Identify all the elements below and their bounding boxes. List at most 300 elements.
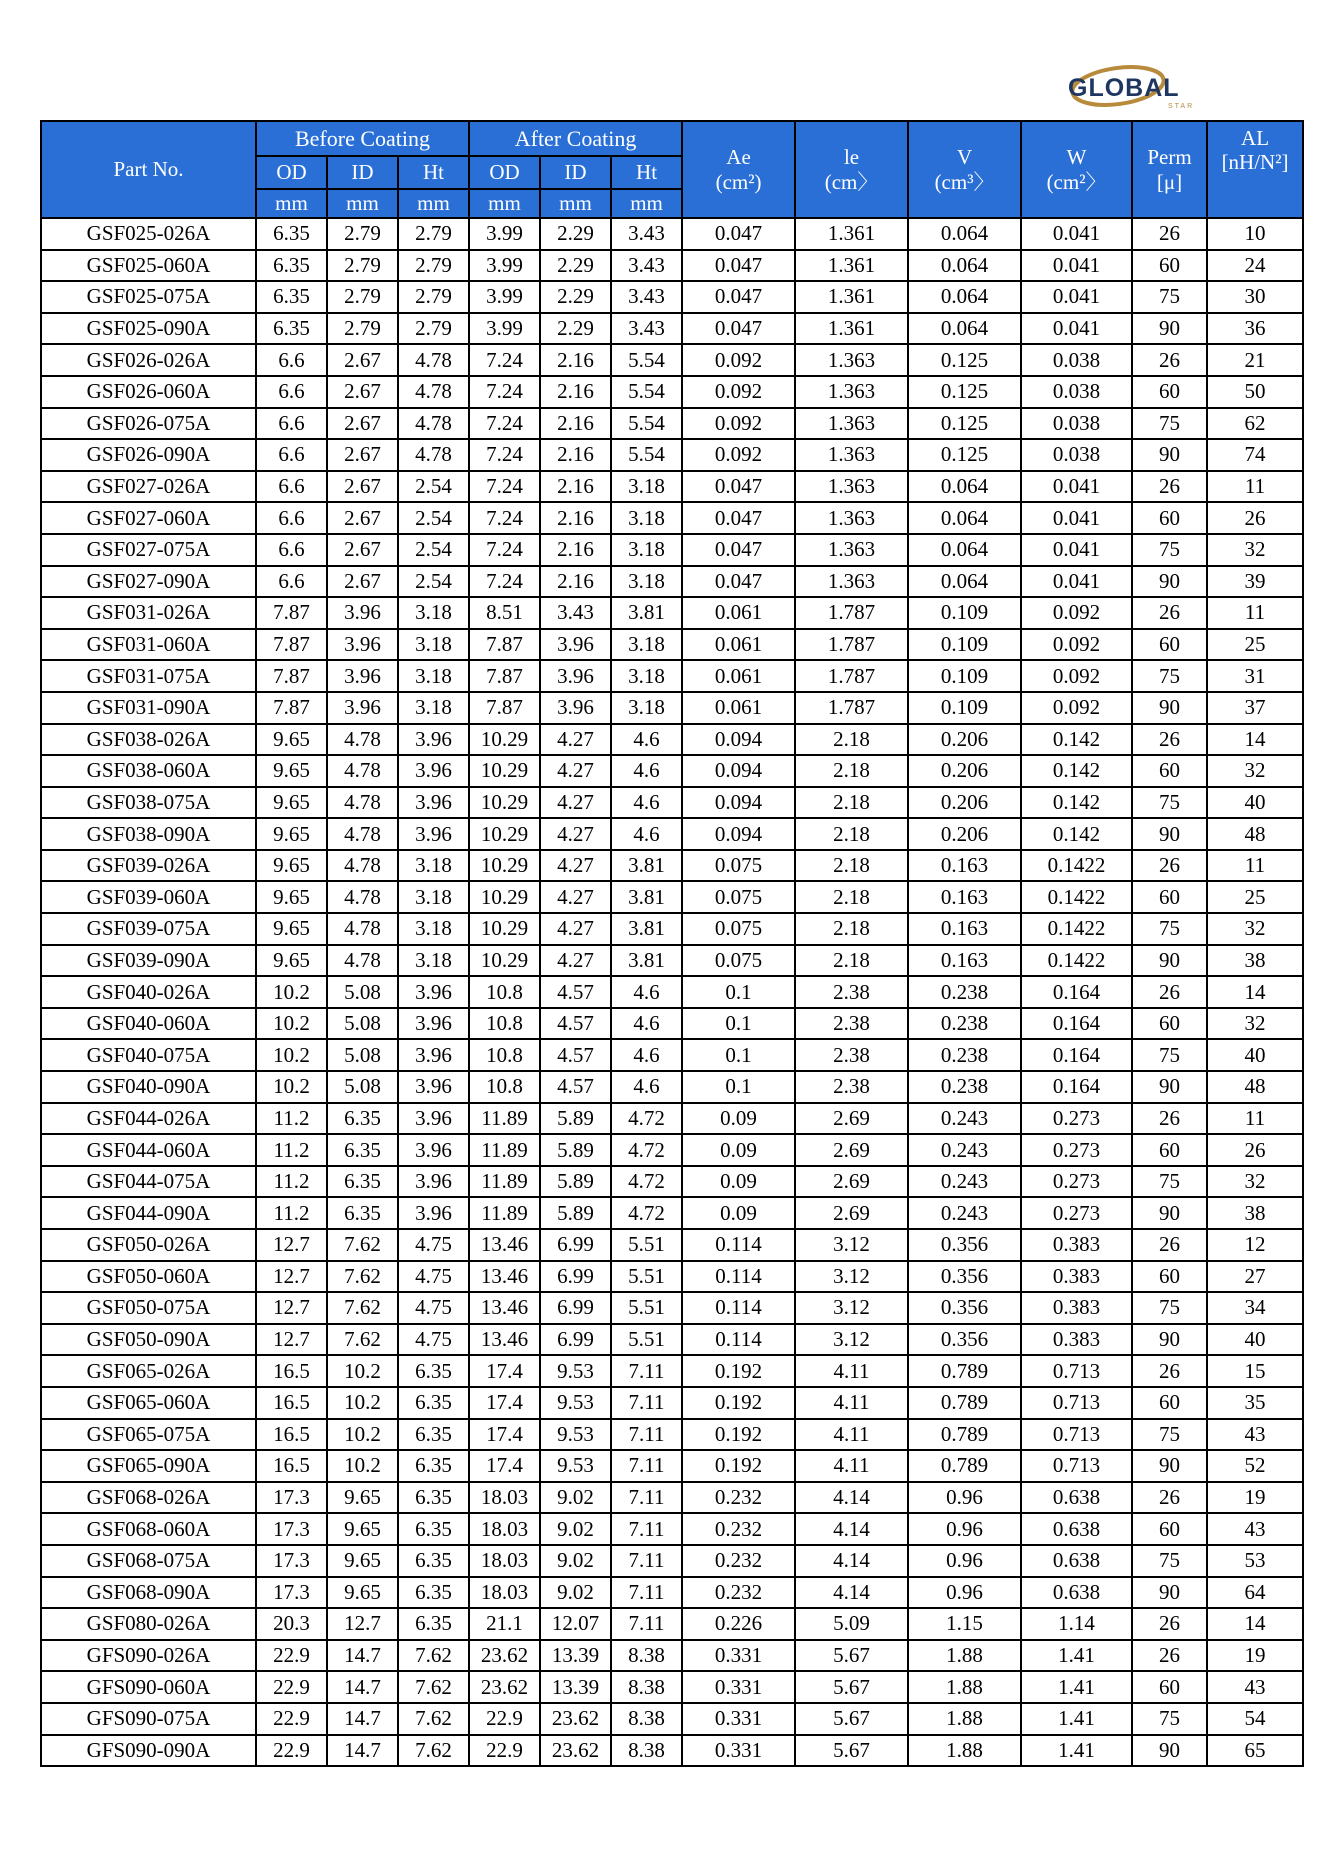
cell-part-no: GSF040-090A	[41, 1071, 256, 1103]
cell-al: 43	[1207, 1671, 1303, 1703]
cell-ae: 0.114	[682, 1324, 795, 1356]
cell-ae: 0.114	[682, 1261, 795, 1293]
table-row	[41, 976, 1303, 1008]
cell-ae: 0.232	[682, 1577, 795, 1609]
cell-part-no: GSF044-060A	[41, 1134, 256, 1166]
cell-before-od: 17.3	[256, 1577, 327, 1609]
cell-perm: 75	[1132, 1166, 1207, 1198]
cell-perm: 75	[1132, 1039, 1207, 1071]
cell-before-od: 9.65	[256, 913, 327, 945]
cell-w: 0.164	[1021, 1071, 1132, 1103]
cell-w: 0.713	[1021, 1355, 1132, 1387]
table-row	[41, 1103, 1303, 1135]
cell-w: 0.038	[1021, 376, 1132, 408]
cell-v: 1.88	[908, 1735, 1021, 1767]
table-row	[41, 1039, 1303, 1071]
w-unit: (cm²〉	[1046, 169, 1107, 194]
cell-after-id: 23.62	[540, 1703, 611, 1735]
cell-al: 38	[1207, 1197, 1303, 1229]
cell-v: 0.125	[908, 376, 1021, 408]
col-before-ht: Ht	[398, 156, 469, 189]
table-row	[41, 1324, 1303, 1356]
cell-after-ht: 5.51	[611, 1261, 682, 1293]
table-row	[41, 376, 1303, 408]
cell-perm: 26	[1132, 1608, 1207, 1640]
header-row-1	[41, 121, 1303, 156]
cell-before-id: 4.78	[327, 913, 398, 945]
cell-v: 0.163	[908, 913, 1021, 945]
cell-al: 26	[1207, 1134, 1303, 1166]
cell-before-id: 10.2	[327, 1419, 398, 1451]
cell-ae: 0.192	[682, 1450, 795, 1482]
cell-le: 2.18	[795, 945, 908, 977]
cell-v: 0.064	[908, 534, 1021, 566]
cell-after-id: 4.57	[540, 1008, 611, 1040]
cell-before-id: 2.67	[327, 344, 398, 376]
cell-after-od: 17.4	[469, 1355, 540, 1387]
cell-al: 15	[1207, 1355, 1303, 1387]
cell-after-id: 2.16	[540, 502, 611, 534]
cell-after-od: 7.24	[469, 408, 540, 440]
cell-before-od: 6.35	[256, 313, 327, 345]
cell-v: 1.15	[908, 1608, 1021, 1640]
cell-after-id: 4.27	[540, 881, 611, 913]
cell-le: 1.363	[795, 376, 908, 408]
cell-before-od: 7.87	[256, 629, 327, 661]
cell-before-id: 14.7	[327, 1703, 398, 1735]
cell-v: 0.243	[908, 1134, 1021, 1166]
cell-v: 0.96	[908, 1545, 1021, 1577]
cell-ae: 0.094	[682, 787, 795, 819]
cell-before-od: 12.7	[256, 1292, 327, 1324]
table-row	[41, 1071, 1303, 1103]
cell-before-id: 9.65	[327, 1513, 398, 1545]
cell-before-ht: 3.18	[398, 597, 469, 629]
cell-after-od: 11.89	[469, 1134, 540, 1166]
cell-before-ht: 3.18	[398, 850, 469, 882]
table-row	[41, 850, 1303, 882]
cell-before-ht: 2.54	[398, 502, 469, 534]
cell-v: 0.064	[908, 250, 1021, 282]
cell-part-no: GSF027-060A	[41, 502, 256, 534]
cell-before-ht: 3.96	[398, 755, 469, 787]
cell-perm: 90	[1132, 1197, 1207, 1229]
table-row	[41, 534, 1303, 566]
cell-le: 2.18	[795, 850, 908, 882]
table-row	[41, 1450, 1303, 1482]
cell-part-no: GSF026-075A	[41, 408, 256, 440]
cell-after-id: 4.27	[540, 850, 611, 882]
col-after-ht: Ht	[611, 156, 682, 189]
cell-before-ht: 7.62	[398, 1671, 469, 1703]
logo-wordmark: GLOBAL	[1068, 74, 1180, 102]
cell-after-od: 10.8	[469, 1039, 540, 1071]
cell-after-ht: 4.72	[611, 1197, 682, 1229]
cell-before-id: 4.78	[327, 881, 398, 913]
cell-part-no: GSF038-026A	[41, 724, 256, 756]
cell-w: 0.038	[1021, 408, 1132, 440]
cell-al: 32	[1207, 1166, 1303, 1198]
cell-part-no: GSF038-090A	[41, 818, 256, 850]
unit-mm: mm	[469, 189, 540, 218]
unit-mm: mm	[540, 189, 611, 218]
cell-w: 0.273	[1021, 1197, 1132, 1229]
cell-v: 0.238	[908, 1071, 1021, 1103]
cell-before-ht: 3.18	[398, 881, 469, 913]
cell-v: 0.206	[908, 755, 1021, 787]
cell-before-ht: 4.78	[398, 344, 469, 376]
table-row	[41, 881, 1303, 913]
cell-part-no: GSF026-090A	[41, 439, 256, 471]
cell-after-id: 4.27	[540, 787, 611, 819]
cell-before-ht: 4.78	[398, 439, 469, 471]
table-row	[41, 597, 1303, 629]
cell-after-id: 4.27	[540, 818, 611, 850]
cell-part-no: GSF044-026A	[41, 1103, 256, 1135]
cell-al: 32	[1207, 1008, 1303, 1040]
table-row	[41, 566, 1303, 598]
cell-al: 10	[1207, 218, 1303, 250]
cell-le: 3.12	[795, 1292, 908, 1324]
cell-before-ht: 6.35	[398, 1450, 469, 1482]
table-row	[41, 1513, 1303, 1545]
cell-before-ht: 3.96	[398, 1008, 469, 1040]
cell-ae: 0.09	[682, 1134, 795, 1166]
cell-al: 53	[1207, 1545, 1303, 1577]
cell-v: 0.789	[908, 1419, 1021, 1451]
group-after-coating: After Coating	[469, 121, 682, 156]
cell-v: 0.789	[908, 1355, 1021, 1387]
cell-after-od: 7.24	[469, 534, 540, 566]
cell-after-ht: 3.43	[611, 250, 682, 282]
table-row	[41, 218, 1303, 250]
cell-after-od: 17.4	[469, 1387, 540, 1419]
cell-before-id: 9.65	[327, 1545, 398, 1577]
cell-al: 25	[1207, 881, 1303, 913]
cell-before-od: 10.2	[256, 1008, 327, 1040]
cell-part-no: GSF068-026A	[41, 1482, 256, 1514]
cell-v: 0.125	[908, 408, 1021, 440]
col-w	[1021, 121, 1132, 218]
cell-perm: 26	[1132, 1640, 1207, 1672]
cell-part-no: GSF044-090A	[41, 1197, 256, 1229]
cell-after-od: 18.03	[469, 1482, 540, 1514]
cell-perm: 60	[1132, 629, 1207, 661]
cell-after-ht: 4.6	[611, 1071, 682, 1103]
cell-after-ht: 3.18	[611, 629, 682, 661]
cell-before-ht: 6.35	[398, 1608, 469, 1640]
cell-after-id: 9.02	[540, 1482, 611, 1514]
cell-before-od: 6.6	[256, 534, 327, 566]
cell-w: 0.092	[1021, 692, 1132, 724]
cell-before-ht: 3.96	[398, 1134, 469, 1166]
cell-before-ht: 3.96	[398, 724, 469, 756]
cell-after-ht: 3.18	[611, 660, 682, 692]
cell-w: 0.273	[1021, 1166, 1132, 1198]
cell-le: 2.38	[795, 1039, 908, 1071]
cell-al: 40	[1207, 1039, 1303, 1071]
ae-unit: (cm²)	[715, 169, 762, 194]
cell-v: 0.206	[908, 818, 1021, 850]
cell-al: 32	[1207, 913, 1303, 945]
cell-perm: 75	[1132, 660, 1207, 692]
cell-after-od: 7.24	[469, 376, 540, 408]
perm-label: Perm	[1147, 145, 1192, 170]
cell-le: 2.18	[795, 881, 908, 913]
cell-before-od: 17.3	[256, 1513, 327, 1545]
cell-al: 38	[1207, 945, 1303, 977]
cell-before-od: 7.87	[256, 692, 327, 724]
table-row	[41, 660, 1303, 692]
cell-le: 2.69	[795, 1166, 908, 1198]
cell-v: 0.356	[908, 1261, 1021, 1293]
cell-v: 0.109	[908, 629, 1021, 661]
table-row	[41, 1008, 1303, 1040]
cell-ae: 0.1	[682, 1008, 795, 1040]
cell-le: 5.67	[795, 1671, 908, 1703]
cell-before-id: 6.35	[327, 1197, 398, 1229]
cell-after-ht: 3.81	[611, 913, 682, 945]
cell-before-id: 6.35	[327, 1134, 398, 1166]
cell-after-od: 7.24	[469, 344, 540, 376]
cell-ae: 0.232	[682, 1545, 795, 1577]
cell-before-id: 3.96	[327, 629, 398, 661]
cell-ae: 0.114	[682, 1292, 795, 1324]
col-after-id: ID	[540, 156, 611, 189]
cell-al: 19	[1207, 1482, 1303, 1514]
cell-perm: 90	[1132, 313, 1207, 345]
al-unit: [nH/N²]	[1221, 150, 1289, 175]
cell-after-ht: 4.6	[611, 1039, 682, 1071]
cell-after-ht: 4.6	[611, 818, 682, 850]
cell-perm: 60	[1132, 755, 1207, 787]
cell-perm: 75	[1132, 787, 1207, 819]
cell-after-od: 10.29	[469, 787, 540, 819]
cell-part-no: GSF050-075A	[41, 1292, 256, 1324]
col-before-id: ID	[327, 156, 398, 189]
cell-after-ht: 3.18	[611, 692, 682, 724]
cell-w: 0.713	[1021, 1387, 1132, 1419]
cell-after-od: 18.03	[469, 1513, 540, 1545]
cell-part-no: GSF044-075A	[41, 1166, 256, 1198]
cell-before-ht: 2.54	[398, 566, 469, 598]
cell-ae: 0.075	[682, 945, 795, 977]
cell-after-ht: 3.81	[611, 945, 682, 977]
cell-before-od: 22.9	[256, 1703, 327, 1735]
cell-part-no: GSF065-075A	[41, 1419, 256, 1451]
cell-v: 0.163	[908, 945, 1021, 977]
cell-before-od: 9.65	[256, 724, 327, 756]
cell-before-id: 10.2	[327, 1387, 398, 1419]
cell-w: 0.164	[1021, 976, 1132, 1008]
cell-before-id: 2.67	[327, 534, 398, 566]
cell-after-id: 2.16	[540, 344, 611, 376]
cell-w: 0.041	[1021, 471, 1132, 503]
cell-part-no: GSF068-060A	[41, 1513, 256, 1545]
cell-after-id: 5.89	[540, 1103, 611, 1135]
cell-al: 34	[1207, 1292, 1303, 1324]
cell-before-od: 16.5	[256, 1387, 327, 1419]
cell-al: 11	[1207, 1103, 1303, 1135]
cell-after-od: 10.29	[469, 755, 540, 787]
cell-after-od: 23.62	[469, 1640, 540, 1672]
table-row	[41, 692, 1303, 724]
cell-perm: 90	[1132, 945, 1207, 977]
cell-le: 3.12	[795, 1324, 908, 1356]
cell-before-od: 22.9	[256, 1671, 327, 1703]
v-label: V	[956, 145, 973, 170]
cell-ae: 0.331	[682, 1671, 795, 1703]
cell-perm: 90	[1132, 439, 1207, 471]
col-perm	[1132, 121, 1207, 218]
cell-after-id: 9.53	[540, 1355, 611, 1387]
cell-before-od: 12.7	[256, 1261, 327, 1293]
cell-w: 0.041	[1021, 250, 1132, 282]
cell-v: 0.238	[908, 1008, 1021, 1040]
cell-le: 2.69	[795, 1197, 908, 1229]
cell-ae: 0.047	[682, 566, 795, 598]
cell-before-id: 2.67	[327, 502, 398, 534]
cell-before-id: 12.7	[327, 1608, 398, 1640]
v-unit: (cm³〉	[934, 169, 995, 194]
cell-ae: 0.331	[682, 1735, 795, 1767]
cell-le: 1.361	[795, 218, 908, 250]
cell-before-id: 4.78	[327, 724, 398, 756]
cell-part-no: GFS090-090A	[41, 1735, 256, 1767]
cell-perm: 75	[1132, 1545, 1207, 1577]
cell-after-od: 13.46	[469, 1324, 540, 1356]
cell-v: 0.125	[908, 439, 1021, 471]
cell-perm: 75	[1132, 281, 1207, 313]
cell-al: 32	[1207, 755, 1303, 787]
cell-after-id: 9.53	[540, 1450, 611, 1482]
cell-after-od: 13.46	[469, 1229, 540, 1261]
cell-after-id: 2.16	[540, 566, 611, 598]
col-ae	[682, 121, 795, 218]
cell-before-ht: 3.96	[398, 976, 469, 1008]
cell-before-od: 9.65	[256, 818, 327, 850]
cell-perm: 75	[1132, 1703, 1207, 1735]
cell-after-ht: 7.11	[611, 1387, 682, 1419]
cell-before-od: 12.7	[256, 1229, 327, 1261]
cell-after-ht: 3.18	[611, 471, 682, 503]
cell-perm: 90	[1132, 1071, 1207, 1103]
cell-al: 65	[1207, 1735, 1303, 1767]
cell-part-no: GSF068-075A	[41, 1545, 256, 1577]
cell-ae: 0.061	[682, 629, 795, 661]
cell-after-id: 4.57	[540, 1071, 611, 1103]
cell-perm: 90	[1132, 1735, 1207, 1767]
cell-after-id: 3.96	[540, 660, 611, 692]
cell-le: 4.11	[795, 1419, 908, 1451]
cell-ae: 0.047	[682, 502, 795, 534]
cell-v: 0.206	[908, 724, 1021, 756]
unit-mm: mm	[256, 189, 327, 218]
cell-before-od: 7.87	[256, 660, 327, 692]
cell-after-ht: 5.54	[611, 408, 682, 440]
cell-al: 11	[1207, 471, 1303, 503]
cell-before-id: 4.78	[327, 755, 398, 787]
cell-le: 1.787	[795, 660, 908, 692]
cell-after-id: 13.39	[540, 1671, 611, 1703]
cell-al: 31	[1207, 660, 1303, 692]
cell-w: 0.713	[1021, 1419, 1132, 1451]
cell-v: 0.243	[908, 1103, 1021, 1135]
cell-before-ht: 3.96	[398, 1197, 469, 1229]
cell-after-id: 13.39	[540, 1640, 611, 1672]
cell-w: 0.638	[1021, 1482, 1132, 1514]
cell-before-ht: 3.18	[398, 692, 469, 724]
cell-v: 0.356	[908, 1229, 1021, 1261]
cell-before-od: 11.2	[256, 1166, 327, 1198]
cell-after-ht: 7.11	[611, 1608, 682, 1640]
cell-after-od: 3.99	[469, 281, 540, 313]
cell-before-id: 14.7	[327, 1735, 398, 1767]
cell-le: 4.11	[795, 1450, 908, 1482]
cell-le: 2.38	[795, 1071, 908, 1103]
cell-perm: 26	[1132, 1482, 1207, 1514]
cell-part-no: GSF031-090A	[41, 692, 256, 724]
cell-ae: 0.047	[682, 250, 795, 282]
cell-v: 0.789	[908, 1450, 1021, 1482]
cell-after-od: 10.8	[469, 976, 540, 1008]
al-label: AL	[1241, 126, 1270, 150]
cell-le: 5.67	[795, 1703, 908, 1735]
cell-ae: 0.061	[682, 660, 795, 692]
cell-perm: 26	[1132, 976, 1207, 1008]
cell-after-ht: 4.6	[611, 724, 682, 756]
cell-part-no: GSF065-060A	[41, 1387, 256, 1419]
cell-after-id: 2.29	[540, 313, 611, 345]
cell-after-ht: 4.72	[611, 1134, 682, 1166]
cell-part-no: GSF038-075A	[41, 787, 256, 819]
cell-part-no: GSF040-075A	[41, 1039, 256, 1071]
table-row	[41, 1703, 1303, 1735]
cell-before-id: 4.78	[327, 945, 398, 977]
cell-w: 0.041	[1021, 218, 1132, 250]
cell-after-ht: 3.43	[611, 313, 682, 345]
cell-after-ht: 8.38	[611, 1640, 682, 1672]
unit-mm: mm	[611, 189, 682, 218]
cell-w: 1.14	[1021, 1608, 1132, 1640]
cell-after-id: 4.27	[540, 945, 611, 977]
cell-after-id: 3.43	[540, 597, 611, 629]
cell-before-id: 3.96	[327, 660, 398, 692]
cell-v: 0.96	[908, 1577, 1021, 1609]
table-row	[41, 281, 1303, 313]
cell-after-od: 10.29	[469, 818, 540, 850]
table-row	[41, 1229, 1303, 1261]
cell-after-od: 18.03	[469, 1577, 540, 1609]
table-row	[41, 1197, 1303, 1229]
cell-ae: 0.092	[682, 408, 795, 440]
cell-after-ht: 3.43	[611, 218, 682, 250]
cell-le: 4.14	[795, 1545, 908, 1577]
cell-before-ht: 2.79	[398, 250, 469, 282]
cell-v: 0.206	[908, 787, 1021, 819]
cell-al: 52	[1207, 1450, 1303, 1482]
cell-before-od: 16.5	[256, 1355, 327, 1387]
cell-ae: 0.331	[682, 1640, 795, 1672]
cell-perm: 60	[1132, 376, 1207, 408]
cell-before-od: 17.3	[256, 1482, 327, 1514]
table-row	[41, 1671, 1303, 1703]
cell-v: 1.88	[908, 1671, 1021, 1703]
cell-al: 27	[1207, 1261, 1303, 1293]
cell-perm: 90	[1132, 1450, 1207, 1482]
cell-before-od: 17.3	[256, 1545, 327, 1577]
cell-after-ht: 4.6	[611, 787, 682, 819]
